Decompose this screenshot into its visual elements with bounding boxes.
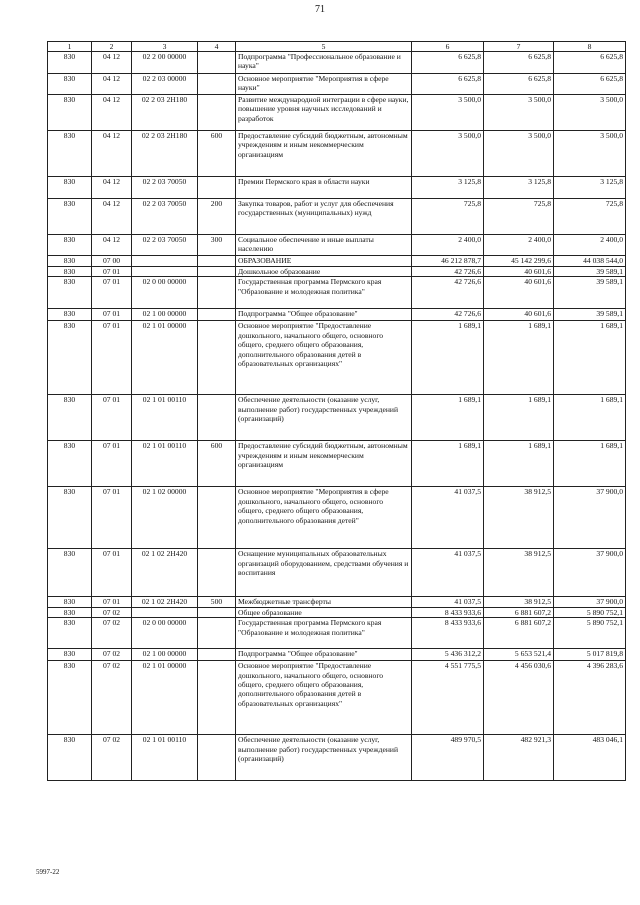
cell-name: Обеспечение деятельности (оказание услуг, выполнение работ) государственных учреждений (организаций) (236, 735, 412, 781)
cell-target-article: 02 1 01 00000 (132, 661, 198, 735)
cell-amount-year2: 1 689,1 (484, 395, 554, 441)
cell-amount-year2: 6 881 607,2 (484, 618, 554, 649)
cell-target-article: 02 1 00 00000 (132, 649, 198, 661)
table-row (48, 395, 626, 441)
cell-amount-year3: 3 125,8 (554, 177, 626, 199)
cell-amount-year3: 37 900,0 (554, 487, 626, 549)
cell-amount-year3: 6 625,8 (554, 74, 626, 95)
cell-target-article: 02 1 01 00000 (132, 321, 198, 395)
cell-section: 04 12 (92, 74, 132, 95)
table-row (48, 309, 626, 321)
budget-table (47, 41, 626, 781)
cell-code-admin: 830 (48, 267, 92, 277)
cell-amount-year1: 6 625,8 (412, 74, 484, 95)
cell-amount-year2: 3 500,0 (484, 131, 554, 177)
cell-expense-type: 300 (198, 235, 236, 256)
cell-name: Государственная программа Пермского края "Образование и молодежная политика" (236, 277, 412, 309)
cell-amount-year2: 38 912,5 (484, 549, 554, 597)
header-cell: 2 (92, 42, 132, 52)
cell-amount-year2: 1 689,1 (484, 441, 554, 487)
cell-name: Предоставление субсидий бюджетным, автономным учреждениям и иным некоммерческим организациям (236, 441, 412, 487)
cell-target-article: 02 1 02 2Н420 (132, 549, 198, 597)
header-cell: 7 (484, 42, 554, 52)
cell-amount-year3: 5 890 752,1 (554, 607, 626, 617)
cell-amount-year1: 3 500,0 (412, 95, 484, 131)
cell-name: Закупка товаров, работ и услуг для обеспечения государственных (муниципальных) нужд (236, 199, 412, 235)
cell-target-article (132, 267, 198, 277)
cell-target-article: 02 2 03 2Н180 (132, 131, 198, 177)
cell-section: 04 12 (92, 199, 132, 235)
cell-amount-year1: 46 212 878,7 (412, 256, 484, 267)
table-row (48, 618, 626, 649)
header-cell: 6 (412, 42, 484, 52)
cell-amount-year2: 38 912,5 (484, 597, 554, 607)
cell-code-admin: 830 (48, 649, 92, 661)
cell-target-article: 02 1 02 2Н420 (132, 597, 198, 607)
cell-expense-type (198, 74, 236, 95)
cell-amount-year3: 37 900,0 (554, 597, 626, 607)
table-row (48, 487, 626, 549)
cell-expense-type (198, 395, 236, 441)
table-row (48, 735, 626, 781)
cell-amount-year1: 41 037,5 (412, 487, 484, 549)
cell-amount-year2: 482 921,3 (484, 735, 554, 781)
cell-expense-type: 200 (198, 199, 236, 235)
table-row (48, 549, 626, 597)
cell-name: Социальное обеспечение и иные выплаты населению (236, 235, 412, 256)
cell-name: Основное мероприятие "Предоставление дошкольного, начального общего, основного общего, среднего общего образования, дополнительного образования детей в образовательных организациях" (236, 661, 412, 735)
cell-amount-year3: 6 625,8 (554, 52, 626, 74)
cell-amount-year1: 8 433 933,6 (412, 618, 484, 649)
cell-amount-year1: 3 500,0 (412, 131, 484, 177)
cell-target-article: 02 2 03 2Н180 (132, 95, 198, 131)
cell-expense-type (198, 267, 236, 277)
cell-amount-year2: 5 653 521,4 (484, 649, 554, 661)
cell-code-admin: 830 (48, 52, 92, 74)
cell-amount-year3: 39 589,1 (554, 277, 626, 309)
cell-section: 07 01 (92, 597, 132, 607)
cell-amount-year1: 1 689,1 (412, 321, 484, 395)
cell-target-article: 02 2 03 70050 (132, 199, 198, 235)
cell-expense-type: 600 (198, 131, 236, 177)
cell-expense-type: 500 (198, 597, 236, 607)
cell-amount-year1: 1 689,1 (412, 441, 484, 487)
cell-amount-year2: 3 125,8 (484, 177, 554, 199)
cell-expense-type (198, 649, 236, 661)
cell-code-admin: 830 (48, 95, 92, 131)
cell-name: Общее образование (236, 607, 412, 617)
cell-amount-year2: 2 400,0 (484, 235, 554, 256)
cell-target-article: 02 1 01 00110 (132, 735, 198, 781)
cell-target-article: 02 2 03 70050 (132, 235, 198, 256)
cell-amount-year3: 3 500,0 (554, 131, 626, 177)
cell-amount-year2: 6 625,8 (484, 52, 554, 74)
cell-code-admin: 830 (48, 256, 92, 267)
cell-section: 04 12 (92, 52, 132, 74)
table-row (48, 52, 626, 74)
cell-amount-year1: 4 551 775,5 (412, 661, 484, 735)
cell-amount-year3: 483 046,1 (554, 735, 626, 781)
cell-section: 07 02 (92, 735, 132, 781)
cell-section: 07 02 (92, 607, 132, 617)
cell-code-admin: 830 (48, 607, 92, 617)
cell-amount-year3: 1 689,1 (554, 441, 626, 487)
cell-expense-type (198, 735, 236, 781)
cell-amount-year3: 1 689,1 (554, 395, 626, 441)
cell-code-admin: 830 (48, 321, 92, 395)
cell-amount-year3: 44 038 544,0 (554, 256, 626, 267)
table-row (48, 256, 626, 267)
table-row (48, 607, 626, 617)
cell-target-article: 02 0 00 00000 (132, 277, 198, 309)
cell-amount-year1: 42 726,6 (412, 309, 484, 321)
cell-code-admin: 830 (48, 74, 92, 95)
cell-code-admin: 830 (48, 177, 92, 199)
cell-code-admin: 830 (48, 487, 92, 549)
table-row (48, 199, 626, 235)
footer-code: 5997-22 (36, 868, 60, 876)
cell-section: 07 01 (92, 395, 132, 441)
cell-expense-type (198, 661, 236, 735)
cell-amount-year2: 40 601,6 (484, 277, 554, 309)
cell-target-article: 02 1 00 00000 (132, 309, 198, 321)
cell-amount-year1: 6 625,8 (412, 52, 484, 74)
cell-section: 07 02 (92, 661, 132, 735)
cell-section: 07 01 (92, 487, 132, 549)
cell-code-admin: 830 (48, 395, 92, 441)
cell-amount-year1: 1 689,1 (412, 395, 484, 441)
cell-amount-year3: 39 589,1 (554, 267, 626, 277)
cell-amount-year1: 3 125,8 (412, 177, 484, 199)
cell-target-article: 02 2 03 00000 (132, 74, 198, 95)
cell-name: Оснащение муниципальных образовательных организаций оборудованием, средствами обучения и воспитания (236, 549, 412, 597)
cell-amount-year1: 2 400,0 (412, 235, 484, 256)
cell-target-article: 02 0 00 00000 (132, 618, 198, 649)
cell-amount-year3: 39 589,1 (554, 309, 626, 321)
cell-section: 04 12 (92, 177, 132, 199)
cell-amount-year3: 1 689,1 (554, 321, 626, 395)
cell-amount-year1: 42 726,6 (412, 277, 484, 309)
table-row (48, 321, 626, 395)
table-body (48, 52, 626, 781)
cell-name: Подпрограмма "Общее образование" (236, 649, 412, 661)
cell-target-article (132, 256, 198, 267)
cell-expense-type: 600 (198, 441, 236, 487)
cell-target-article: 02 2 00 00000 (132, 52, 198, 74)
cell-amount-year1: 725,8 (412, 199, 484, 235)
cell-section: 07 01 (92, 441, 132, 487)
cell-name: Межбюджетные трансферты (236, 597, 412, 607)
cell-target-article: 02 1 01 00110 (132, 441, 198, 487)
cell-amount-year1: 41 037,5 (412, 549, 484, 597)
cell-expense-type (198, 95, 236, 131)
cell-code-admin: 830 (48, 235, 92, 256)
cell-target-article (132, 607, 198, 617)
header-row (48, 42, 626, 52)
cell-amount-year2: 40 601,6 (484, 267, 554, 277)
cell-name: Развитие международной интеграции в сфере науки, повышение уровня научных исследований и разработок (236, 95, 412, 131)
cell-amount-year3: 3 500,0 (554, 95, 626, 131)
cell-expense-type (198, 321, 236, 395)
header-cell: 5 (236, 42, 412, 52)
cell-amount-year3: 725,8 (554, 199, 626, 235)
cell-amount-year2: 725,8 (484, 199, 554, 235)
cell-section: 07 01 (92, 267, 132, 277)
cell-name: Подпрограмма "Профессиональное образование и наука" (236, 52, 412, 74)
cell-code-admin: 830 (48, 309, 92, 321)
cell-amount-year1: 5 436 312,2 (412, 649, 484, 661)
cell-amount-year2: 3 500,0 (484, 95, 554, 131)
header-cell: 8 (554, 42, 626, 52)
table-header (48, 42, 626, 52)
cell-code-admin: 830 (48, 277, 92, 309)
table-row (48, 649, 626, 661)
cell-name: Премии Пермского края в области науки (236, 177, 412, 199)
cell-amount-year2: 6 881 607,2 (484, 607, 554, 617)
cell-section: 04 12 (92, 235, 132, 256)
cell-amount-year1: 42 726,6 (412, 267, 484, 277)
table-row (48, 267, 626, 277)
cell-code-admin: 830 (48, 618, 92, 649)
cell-section: 07 01 (92, 277, 132, 309)
cell-amount-year3: 5 017 819,8 (554, 649, 626, 661)
cell-amount-year2: 1 689,1 (484, 321, 554, 395)
cell-name: Основное мероприятие "Мероприятия в сфере дошкольного, начального общего, основного общего, среднего общего образования, дополнительного образования детей" (236, 487, 412, 549)
cell-section: 07 02 (92, 649, 132, 661)
table-row (48, 597, 626, 607)
cell-code-admin: 830 (48, 199, 92, 235)
page-number: 71 (315, 4, 325, 15)
cell-amount-year2: 40 601,6 (484, 309, 554, 321)
table-row (48, 95, 626, 131)
cell-section: 07 01 (92, 549, 132, 597)
cell-code-admin: 830 (48, 597, 92, 607)
cell-code-admin: 830 (48, 549, 92, 597)
cell-name: Подпрограмма "Общее образование" (236, 309, 412, 321)
cell-expense-type (198, 256, 236, 267)
table-row (48, 235, 626, 256)
cell-section: 04 12 (92, 95, 132, 131)
cell-expense-type (198, 607, 236, 617)
cell-expense-type (198, 177, 236, 199)
table-row (48, 277, 626, 309)
cell-name: Основное мероприятие "Мероприятия в сфере науки" (236, 74, 412, 95)
cell-amount-year3: 5 890 752,1 (554, 618, 626, 649)
cell-name: Предоставление субсидий бюджетным, автономным учреждениям и иным некоммерческим организациям (236, 131, 412, 177)
cell-amount-year3: 2 400,0 (554, 235, 626, 256)
cell-section: 07 00 (92, 256, 132, 267)
cell-section: 07 01 (92, 321, 132, 395)
header-cell: 3 (132, 42, 198, 52)
header-cell: 4 (198, 42, 236, 52)
cell-name: Обеспечение деятельности (оказание услуг, выполнение работ) государственных учреждений (организаций) (236, 395, 412, 441)
table-row (48, 74, 626, 95)
cell-section: 07 01 (92, 309, 132, 321)
cell-amount-year2: 4 456 030,6 (484, 661, 554, 735)
cell-name: Основное мероприятие "Предоставление дошкольного, начального общего, основного общего, среднего общего образования, дополнительного образования детей в образовательных организациях" (236, 321, 412, 395)
cell-name: Государственная программа Пермского края "Образование и молодежная политика" (236, 618, 412, 649)
header-cell: 1 (48, 42, 92, 52)
cell-expense-type (198, 487, 236, 549)
cell-amount-year2: 38 912,5 (484, 487, 554, 549)
table-row (48, 441, 626, 487)
table-row (48, 131, 626, 177)
cell-amount-year1: 8 433 933,6 (412, 607, 484, 617)
cell-amount-year1: 489 970,5 (412, 735, 484, 781)
cell-expense-type (198, 618, 236, 649)
cell-expense-type (198, 549, 236, 597)
table-row (48, 661, 626, 735)
cell-target-article: 02 2 03 70050 (132, 177, 198, 199)
cell-code-admin: 830 (48, 441, 92, 487)
cell-target-article: 02 1 01 00110 (132, 395, 198, 441)
cell-section: 07 02 (92, 618, 132, 649)
cell-amount-year3: 37 900,0 (554, 549, 626, 597)
cell-section: 04 12 (92, 131, 132, 177)
cell-name: Дошкольное образование (236, 267, 412, 277)
cell-expense-type (198, 52, 236, 74)
cell-code-admin: 830 (48, 131, 92, 177)
cell-expense-type (198, 309, 236, 321)
cell-expense-type (198, 277, 236, 309)
cell-name: ОБРАЗОВАНИЕ (236, 256, 412, 267)
cell-amount-year1: 41 037,5 (412, 597, 484, 607)
cell-code-admin: 830 (48, 661, 92, 735)
table-row (48, 177, 626, 199)
cell-code-admin: 830 (48, 735, 92, 781)
cell-amount-year2: 45 142 299,6 (484, 256, 554, 267)
cell-target-article: 02 1 02 00000 (132, 487, 198, 549)
cell-amount-year3: 4 396 283,6 (554, 661, 626, 735)
cell-amount-year2: 6 625,8 (484, 74, 554, 95)
